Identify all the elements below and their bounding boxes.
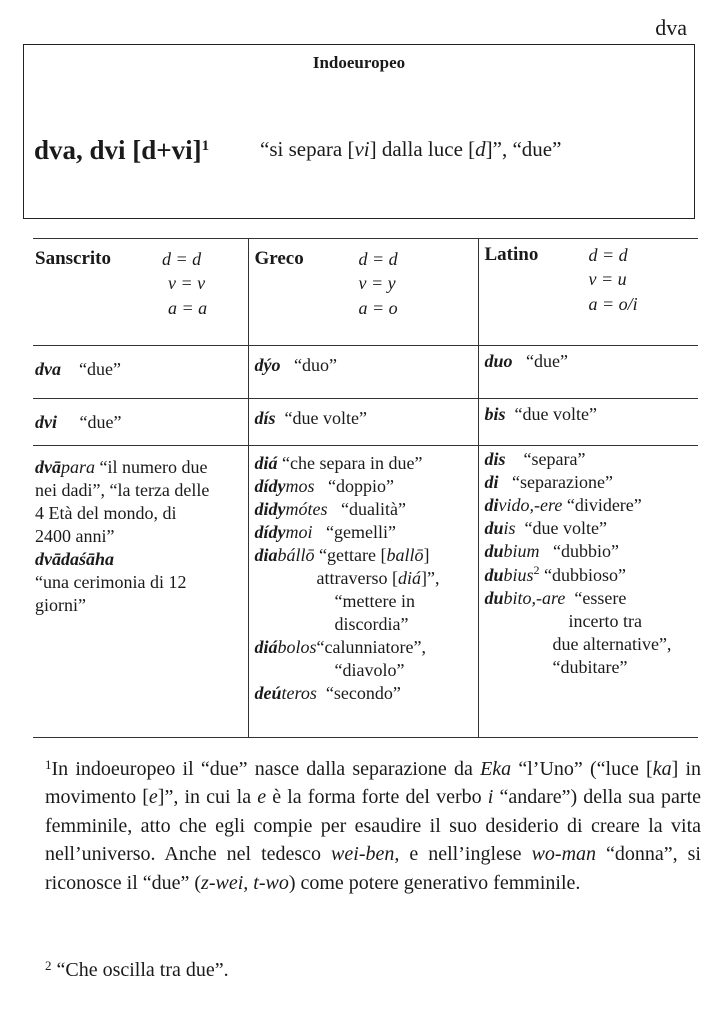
list-item: dubius$^2$ “dubbioso” xyxy=(484,563,627,586)
list-item: due alternative”, xyxy=(552,634,672,655)
cell-sanscrito-dva: dva “due” xyxy=(33,346,248,399)
list-item: di “separazione” xyxy=(484,472,613,493)
table-row-dva xyxy=(33,346,698,399)
list-item: diá “che separa in due” xyxy=(254,453,423,473)
list-item: dis “separa” xyxy=(484,449,586,469)
footnote-1: $^1$In indoeuropeo il “due” nasce dalla separazione da Eka “l’Uno” (“luce [ka] in movimento [e]”, in cui la e è la forma forte del verbo i “andare”) della sua parte femminile, atto che egli compie per esaudire il suo desiderio di creare la vita nell’universo. Anche nel tedesco wei-ben, e nell’inglese wo-man “donna”, si riconosce il “due” (z-wei, t-wo) come potere generativo femminile. xyxy=(45,757,702,894)
list-item: duis “due volte” xyxy=(484,518,607,539)
substitution: a = o/i xyxy=(588,293,638,314)
etymology-table xyxy=(33,238,698,738)
table-row-derivatives xyxy=(33,446,698,738)
gloss-italic: d xyxy=(475,137,486,161)
indoeuropean-title: Indoeuropeo xyxy=(312,53,406,72)
list-item: giorni” xyxy=(35,595,86,616)
list-item: discordia” xyxy=(334,614,409,635)
list-item: didymótes “dualità” xyxy=(254,499,406,520)
substitution: v = y xyxy=(358,273,396,294)
header-latino xyxy=(478,239,698,346)
substitution-list xyxy=(162,247,207,320)
indoeuropean-root xyxy=(34,135,209,166)
list-item: divido,-ere “dividere” xyxy=(484,495,642,516)
gloss-part: ]”, “due” xyxy=(485,137,562,161)
list-item: dvādaśāha xyxy=(35,549,115,570)
substitution: d = d xyxy=(588,245,628,265)
list-item: dídymos “doppio” xyxy=(254,476,394,497)
gloss-part: “si separa [ xyxy=(260,137,355,161)
language-name: Greco xyxy=(254,248,304,269)
table-header-row xyxy=(33,239,698,346)
substitution: d = d xyxy=(162,249,202,269)
list-item: dubium “dubbio” xyxy=(484,541,619,562)
root-text: dva, dvi [d+vi] xyxy=(34,135,202,165)
list-item: diábolos“calunniatore”, xyxy=(254,637,426,658)
list-item: 4 Età del mondo, di xyxy=(35,503,177,524)
page-header-word: dva xyxy=(655,15,687,40)
list-item: deúteros “secondo” xyxy=(254,683,401,704)
footnote-mark: 1 xyxy=(45,757,52,772)
cell-greco-dva: dýo “duo” xyxy=(248,346,478,399)
list-item: “diavolo” xyxy=(334,660,405,681)
language-name: Sanscrito xyxy=(35,248,111,269)
cell-greco-dvi: dís “due volte” xyxy=(248,399,478,446)
substitution-list xyxy=(359,247,398,320)
cell-sanscrito-derivatives xyxy=(33,446,248,738)
gloss-italic: vi xyxy=(354,137,370,161)
indoeuropean-box xyxy=(23,44,695,219)
list-item: diabállō “gettare [ballō] xyxy=(254,545,430,566)
list-item: “mettere in xyxy=(334,591,415,612)
list-item: “una cerimonia di 12 xyxy=(35,572,187,593)
list-item: “dubitare” xyxy=(552,657,628,678)
cell-sanscrito-dvi: dvi “due” xyxy=(33,399,248,446)
list-item: incerto tra xyxy=(568,611,642,632)
substitution: v = u xyxy=(588,269,627,290)
cell-latino-derivatives xyxy=(478,446,698,738)
cell-latino-dvi: bis “due volte” xyxy=(478,399,698,446)
footnote-2: $^2$ “Che oscilla tra due”. xyxy=(45,958,229,981)
substitution-list xyxy=(589,243,638,316)
list-item: 2400 anni” xyxy=(35,526,115,547)
header-greco xyxy=(248,239,478,346)
header-sanscrito xyxy=(33,239,248,346)
list-item: dídymoi “gemelli” xyxy=(254,522,396,543)
list-item: nei dadi”, “la terza delle xyxy=(35,480,210,501)
substitution: a = o xyxy=(358,297,398,318)
root-footnote-mark: 1 xyxy=(201,138,210,154)
table-row-dvi xyxy=(33,399,698,446)
language-name: Latino xyxy=(484,244,539,265)
indoeuropean-gloss xyxy=(260,137,561,162)
substitution: v = v xyxy=(168,273,206,294)
list-item: dvāpara “il numero due xyxy=(35,457,208,477)
footnote-mark: 2 xyxy=(45,958,52,973)
substitution: a = a xyxy=(168,297,208,318)
cell-latino-dva: duo “due” xyxy=(478,346,698,399)
gloss-part: ] dalla luce [ xyxy=(369,137,476,161)
cell-greco-derivatives xyxy=(248,446,478,738)
list-item: dubito,-are “essere xyxy=(484,588,627,609)
list-item: attraverso [diá]”, xyxy=(316,568,440,589)
substitution: d = d xyxy=(358,249,398,269)
